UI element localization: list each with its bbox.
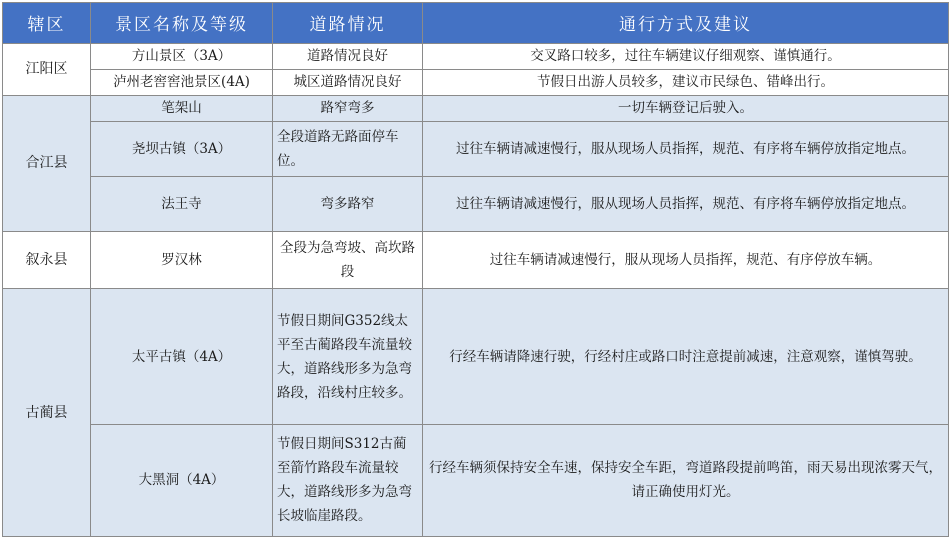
header-scenic: 景区名称及等级 (91, 3, 273, 44)
road-cell: 城区道路情况良好 (273, 70, 423, 95)
scenic-cell: 罗汉林 (91, 232, 273, 289)
district-cell: 古蔺县 (3, 289, 91, 537)
scenic-cell: 笔架山 (91, 95, 273, 121)
scenic-cell: 尧坝古镇（3A） (91, 122, 273, 177)
road-cell: 全段道路无路面停车位。 (273, 122, 423, 177)
table-row (3, 122, 949, 177)
advice-cell: 过往车辆请减速慢行，服从现场人员指挥，规范、有序将车辆停放指定地点。 (423, 177, 949, 232)
scenic-cell: 太平古镇（4A） (91, 289, 273, 425)
scenic-cell: 大黑洞（4A） (91, 424, 273, 536)
road-cell: 节假日期间G352线太平至古蔺路段车流量较大，道路线形多为急弯路段，沿线村庄较多。 (273, 289, 423, 425)
advice-cell: 交叉路口较多，过往车辆建议仔细观察、谨慎通行。 (423, 43, 949, 69)
table-row (3, 177, 949, 232)
district-cell: 江阳区 (3, 43, 91, 95)
road-cell: 节假日期间S312古蔺至箭竹路段车流量较大，道路线形多为急弯长坡临崖路段。 (273, 424, 423, 536)
table-row (3, 95, 949, 121)
scenic-cell: 泸州老窖窖池景区(4A) (91, 70, 273, 95)
header-road: 道路情况 (273, 3, 423, 44)
road-cell: 全段为急弯坡、高坎路段 (273, 232, 423, 289)
header-advice: 通行方式及建议 (423, 3, 949, 44)
district-cell: 合江县 (3, 95, 91, 232)
table-row (3, 232, 949, 289)
header-row (3, 3, 949, 44)
advice-cell: 过往车辆请减速慢行，服从现场人员指挥，规范、有序将车辆停放指定地点。 (423, 122, 949, 177)
scenic-cell: 方山景区（3A） (91, 43, 273, 69)
advice-cell: 节假日出游人员较多，建议市民绿色、错峰出行。 (423, 70, 949, 95)
traffic-advice-table (2, 2, 949, 537)
advice-cell: 一切车辆登记后驶入。 (423, 95, 949, 121)
advice-cell: 行经车辆须保持安全车速，保持安全车距，弯道路段提前鸣笛，雨天易出现浓雾天气，请正确使用灯光。 (423, 424, 949, 536)
table-row (3, 289, 949, 425)
road-cell: 路窄弯多 (273, 95, 423, 121)
scenic-cell: 法王寺 (91, 177, 273, 232)
table-row (3, 43, 949, 69)
district-cell: 叙永县 (3, 232, 91, 289)
road-cell: 道路情况良好 (273, 43, 423, 69)
header-district: 辖区 (3, 3, 91, 44)
table-row (3, 70, 949, 95)
table-row (3, 424, 949, 536)
road-cell: 弯多路窄 (273, 177, 423, 232)
advice-cell: 过往车辆请减速慢行，服从现场人员指挥，规范、有序停放车辆。 (423, 232, 949, 289)
advice-cell: 行经车辆请降速行驶，行经村庄或路口时注意提前减速，注意观察，谨慎驾驶。 (423, 289, 949, 425)
